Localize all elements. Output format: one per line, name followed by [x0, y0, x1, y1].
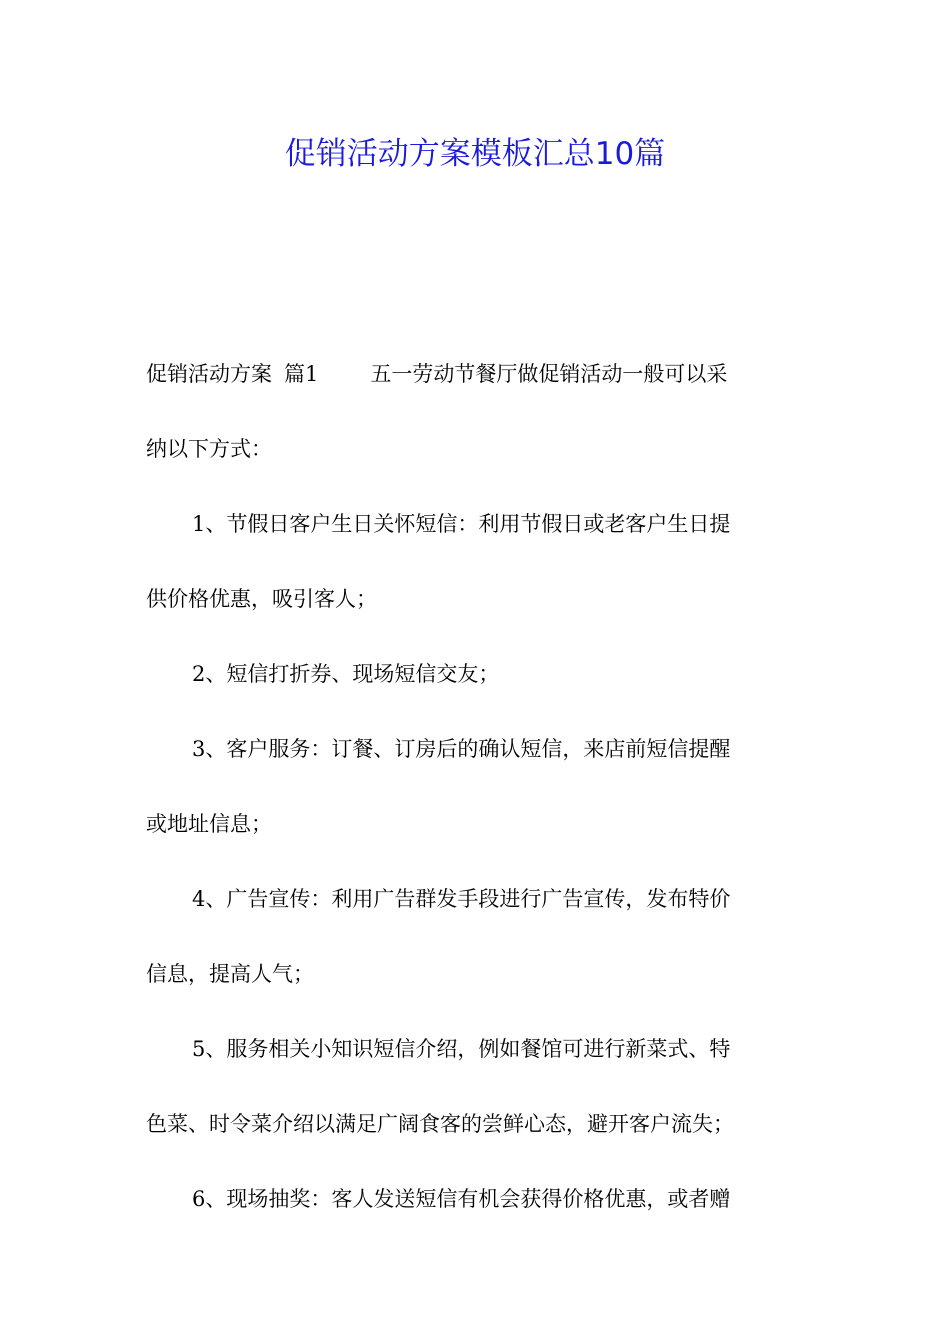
document-title: 促销活动方案模板汇总10篇 — [284, 136, 666, 172]
item-3-line-1: 3、客户服务：订餐、订房后的确认短信，来店前短信提醒 — [192, 737, 731, 761]
item-2-line-1: 2、短信打折券、现场短信交友； — [192, 662, 500, 686]
item-1-line-2: 供价格优惠，吸引客人； — [146, 587, 377, 611]
intro-line-1 — [146, 337, 808, 412]
section-number: 篇1 — [284, 362, 319, 386]
item-5-line-1: 5、服务相关小知识短信介绍，例如餐馆可进行新菜式、特 — [192, 1037, 731, 1061]
item-3-line-2: 或地址信息； — [146, 812, 272, 836]
item-6-line-1: 6、现场抽奖：客人发送短信有机会获得价格优惠，或者赠 — [192, 1187, 731, 1211]
item-4-line-1: 4、广告宣传：利用广告群发手段进行广告宣传，发布特价 — [192, 887, 731, 911]
item-1-line-1: 1、节假日客户生日关怀短信：利用节假日或老客户生日提 — [192, 512, 731, 536]
section-heading: 促销活动方案 — [146, 362, 272, 386]
intro-line-2: 纳以下方式： — [146, 437, 272, 461]
intro-text: 五一劳动节餐厅做促销活动一般可以采 — [370, 362, 728, 386]
document-body — [146, 337, 808, 1237]
item-4-line-2: 信息，提高人气； — [146, 962, 314, 986]
item-5-line-2: 色菜、时令菜介绍以满足广阔食客的尝鲜心态，避开客户流失； — [146, 1112, 734, 1136]
